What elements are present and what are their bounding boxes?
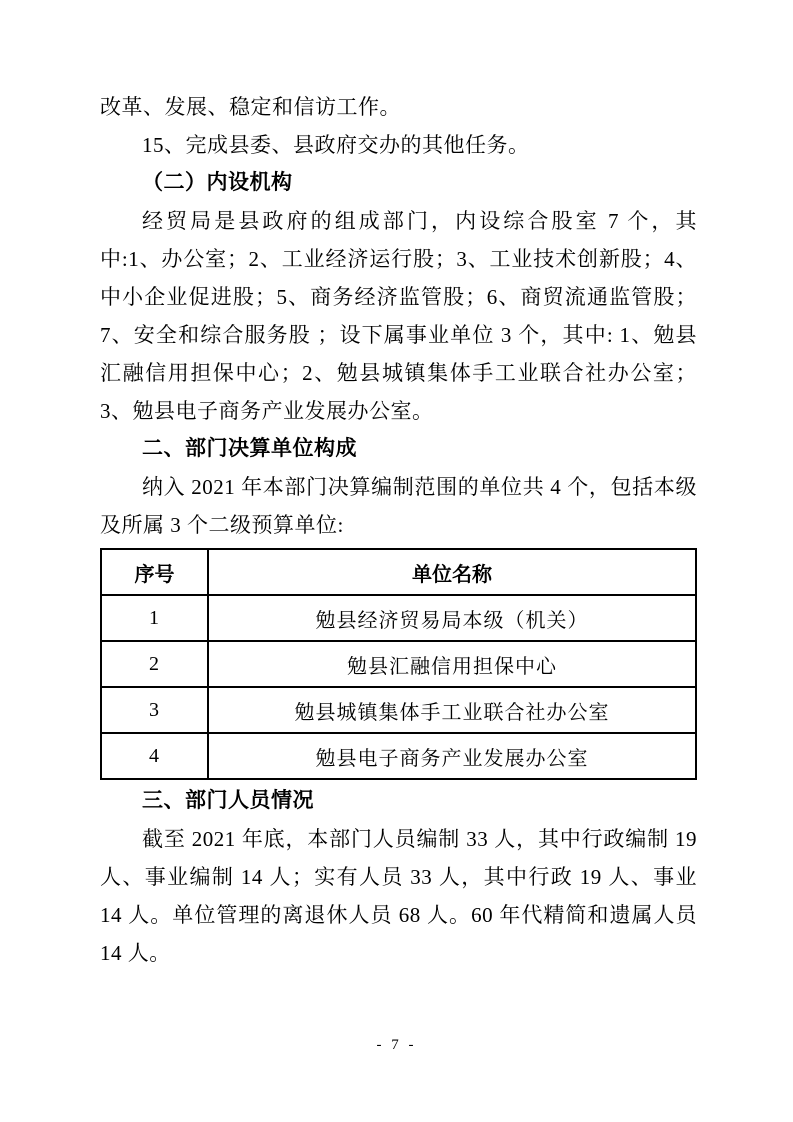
table-header-unit-name: 单位名称: [208, 549, 696, 595]
table-row: [101, 641, 696, 687]
table-row: [101, 595, 696, 641]
table-header-index: 序号: [101, 549, 208, 595]
document-body: [100, 88, 697, 972]
table-cell-unit-name: 勉县汇融信用担保中心: [208, 641, 696, 687]
paragraph-internal-organs: 经贸局是县政府的组成部门，内设综合股室 7 个，其中:1、办公室；2、工业经济运行股；3、工业技术创新股；4、中小企业促进股；5、商务经济监管股；6、商贸流通监管股；7、安全和综合服务股 ；设下属事业单位 3 个，其中: 1、勉县汇融信用担保中心；2、勉县城镇集体手工业联合社办公室；3、勉县电子商务产业发展办公室。: [100, 209, 697, 423]
page-number: - 7 -: [376, 1037, 417, 1053]
table-cell-unit-name: 勉县经济贸易局本级（机关）: [208, 595, 696, 641]
table-cell-index: 3: [101, 687, 208, 733]
heading-unit-composition: 二、部门决算单位构成: [142, 437, 357, 460]
table-row: [101, 687, 696, 733]
table-header-row: [101, 549, 696, 595]
table-cell-unit-name: 勉县电子商务产业发展办公室: [208, 733, 696, 779]
heading-internal-organs: （二）内设机构: [142, 171, 293, 194]
table-row: [101, 733, 696, 779]
unit-table: [100, 548, 697, 780]
table-cell-unit-name: 勉县城镇集体手工业联合社办公室: [208, 687, 696, 733]
table-cell-index: 4: [101, 733, 208, 779]
table-cell-index: 1: [101, 595, 208, 641]
paragraph-unit-composition: 纳入 2021 年本部门决算编制范围的单位共 4 个，包括本级及所属 3 个二级预算单位:: [100, 475, 697, 537]
paragraph-continuation: 改革、发展、稳定和信访工作。: [100, 95, 401, 119]
heading-staff-situation: 三、部门人员情况: [142, 789, 314, 812]
task-item-15: 15、完成县委、县政府交办的其他任务。: [142, 133, 530, 157]
paragraph-staff-situation: 截至 2021 年底，本部门人员编制 33 人，其中行政编制 19 人、事业编制 14 人；实有人员 33 人，其中行政 19 人、事业 14 人。单位管理的离退休人员 68 人。60 年代精简和遗属人员 14 人。: [100, 827, 697, 965]
table-cell-index: 2: [101, 641, 208, 687]
